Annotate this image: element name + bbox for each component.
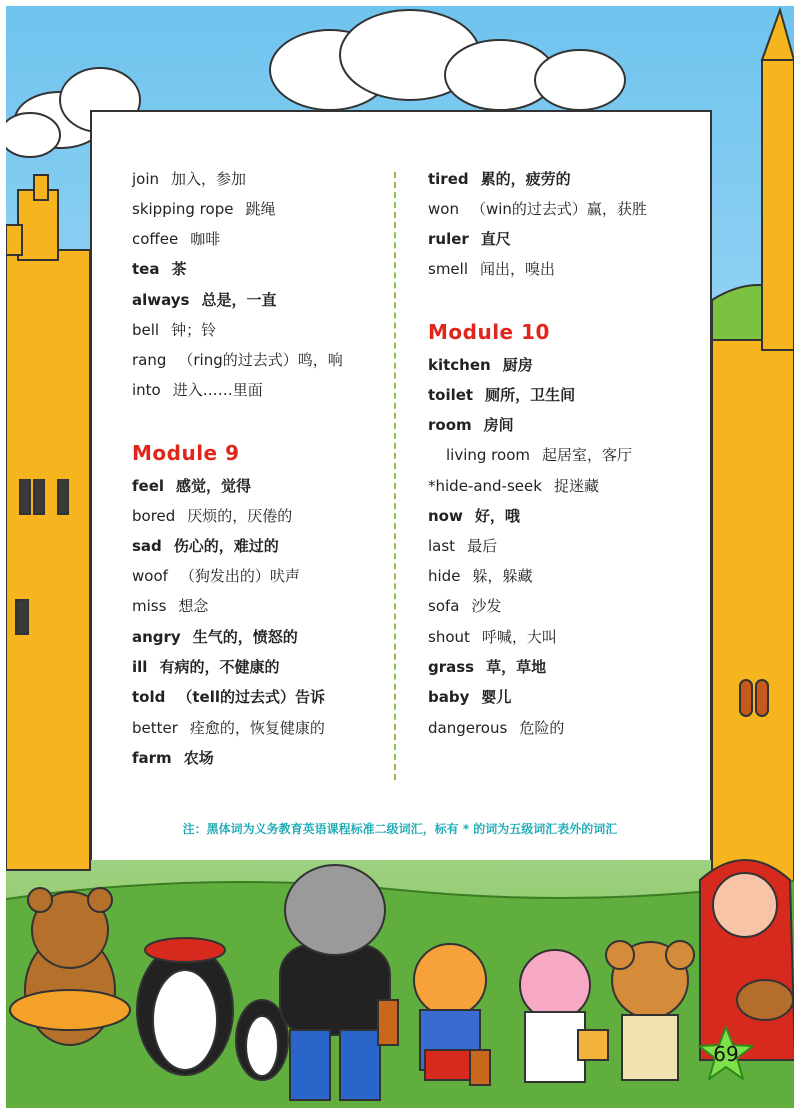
vocab-word: grass xyxy=(428,658,475,676)
vocab-meaning: 好，哦 xyxy=(474,507,520,525)
vocab-meaning: 伤心的，难过的 xyxy=(173,537,279,555)
vocab-meaning: 痊愈的，恢复健康的 xyxy=(189,719,325,737)
vocab-entry-now xyxy=(428,506,520,526)
vocab-word: dangerous xyxy=(428,719,508,737)
vocab-meaning: 最后 xyxy=(467,537,498,555)
vocab-entry-woof xyxy=(132,566,300,586)
vocab-word: living room xyxy=(446,446,530,464)
vocab-meaning: 捉迷藏 xyxy=(553,477,599,495)
vocab-entry-rang xyxy=(132,350,343,370)
module-9-heading: Module 9 xyxy=(132,441,240,465)
page-number-badge xyxy=(697,1025,755,1083)
vocab-entry-living-room xyxy=(446,445,632,465)
vocab-entry-farm xyxy=(132,748,214,768)
vocab-word: rang xyxy=(132,351,167,369)
vocab-meaning: 跳绳 xyxy=(245,200,276,218)
vocab-entry-sofa xyxy=(428,596,501,616)
vocab-entry-feel xyxy=(132,476,251,496)
vocab-entry-won xyxy=(428,199,647,219)
vocab-word: won xyxy=(428,200,459,218)
vocab-word: ruler xyxy=(428,230,469,248)
vocab-meaning: 厕所，卫生间 xyxy=(485,386,576,404)
vocab-entry-last xyxy=(428,536,497,556)
footnote: 注：黑体词为义务教育英语课程标准二级词汇，标有 * 的词为五级词汇表外的词汇 xyxy=(182,822,618,836)
vocab-word: sofa xyxy=(428,597,460,615)
page-number: 69 xyxy=(713,1042,739,1066)
vocab-entry-room xyxy=(428,415,514,435)
vocab-word: angry xyxy=(132,628,181,646)
vocab-meaning: 咖啡 xyxy=(190,230,221,248)
vocab-entry-always xyxy=(132,290,277,310)
vocab-meaning: 累的，疲劳的 xyxy=(480,170,571,188)
vocab-word: skipping rope xyxy=(132,200,234,218)
vocab-entry-tea xyxy=(132,259,186,279)
vocab-word: always xyxy=(132,291,190,309)
vocab-meaning: 草，草地 xyxy=(486,658,547,676)
vocab-meaning: 危险的 xyxy=(519,719,565,737)
vocab-word: better xyxy=(132,719,178,737)
vocab-entry-skipping-rope xyxy=(132,199,275,219)
vocab-meaning: 闻出，嗅出 xyxy=(480,260,556,278)
vocab-entry-dangerous xyxy=(428,718,564,738)
vocab-word: kitchen xyxy=(428,356,491,374)
vocab-word: last xyxy=(428,537,456,555)
vocab-entry-smell xyxy=(428,259,555,279)
vocab-meaning: 沙发 xyxy=(471,597,502,615)
vocab-word: into xyxy=(132,381,161,399)
vocab-word: miss xyxy=(132,597,167,615)
vocab-entry-tired xyxy=(428,169,571,189)
module-10-heading: Module 10 xyxy=(428,320,550,344)
vocab-meaning: 感觉，觉得 xyxy=(176,477,252,495)
vocab-meaning: 躲，躲藏 xyxy=(472,567,533,585)
vocab-word: sad xyxy=(132,537,162,555)
vocab-meaning: （tell的过去式）告诉 xyxy=(177,688,325,706)
vocab-entry-kitchen xyxy=(428,355,533,375)
vocab-meaning: 想念 xyxy=(178,597,209,615)
column-divider xyxy=(394,172,396,780)
vocab-meaning: （ring的过去式）鸣，响 xyxy=(178,351,343,369)
vocab-entry-told xyxy=(132,687,325,707)
vocab-meaning: 厌烦的，厌倦的 xyxy=(187,507,293,525)
vocab-entry-grass xyxy=(428,657,546,677)
vocab-word: hide xyxy=(428,567,461,585)
vocab-meaning: 农场 xyxy=(183,749,214,767)
vocab-word: feel xyxy=(132,477,165,495)
vocab-entry-hide xyxy=(428,566,532,586)
vocab-word: toilet xyxy=(428,386,474,404)
vocab-word: ill xyxy=(132,658,148,676)
vocab-word: tea xyxy=(132,260,160,278)
vocab-word: bored xyxy=(132,507,176,525)
vocab-entry-sad xyxy=(132,536,279,556)
vocab-word: bell xyxy=(132,321,160,339)
vocab-entry-angry xyxy=(132,627,298,647)
vocab-entry-coffee xyxy=(132,229,220,249)
vocab-meaning: 呼喊，大叫 xyxy=(481,628,557,646)
vocab-meaning: 进入……里面 xyxy=(172,381,263,399)
vocab-word: tired xyxy=(428,170,469,188)
vocab-word: room xyxy=(428,416,472,434)
vocab-entry-bored xyxy=(132,506,292,526)
vocab-meaning: （win的过去式）赢，获胜 xyxy=(470,200,647,218)
vocab-word: join xyxy=(132,170,160,188)
vocab-meaning: 婴儿 xyxy=(481,688,512,706)
vocab-entry-shout xyxy=(428,627,557,647)
vocab-meaning: 生气的，愤怒的 xyxy=(192,628,298,646)
vocab-word: told xyxy=(132,688,166,706)
vocab-word: shout xyxy=(428,628,470,646)
vocab-word: smell xyxy=(428,260,468,278)
vocab-meaning: 厨房 xyxy=(502,356,533,374)
vocab-meaning: 总是，一直 xyxy=(201,291,277,309)
vocab-meaning: 直尺 xyxy=(480,230,511,248)
vocab-entry-bell xyxy=(132,320,216,340)
vocab-meaning: 茶 xyxy=(171,260,187,278)
vocab-meaning: 起居室，客厅 xyxy=(541,446,632,464)
vocab-word: *hide-and-seek xyxy=(428,477,542,495)
vocab-word: now xyxy=(428,507,463,525)
vocab-entry-toilet xyxy=(428,385,575,405)
vocab-word: baby xyxy=(428,688,470,706)
vocab-meaning: 有病的，不健康的 xyxy=(159,658,280,676)
vocab-entry-better xyxy=(132,718,325,738)
vocab-meaning: 房间 xyxy=(483,416,514,434)
vocab-entry-into xyxy=(132,380,263,400)
vocab-word: farm xyxy=(132,749,172,767)
vocab-meaning: 钟；铃 xyxy=(171,321,217,339)
vocab-entry-hide-and-seek xyxy=(428,476,599,496)
vocab-entry-baby xyxy=(428,687,511,707)
vocab-entry-miss xyxy=(132,596,208,616)
vocab-meaning: 加入，参加 xyxy=(171,170,247,188)
vocab-word: coffee xyxy=(132,230,179,248)
vocab-meaning: （狗发出的）吠声 xyxy=(179,567,300,585)
vocab-entry-ill xyxy=(132,657,279,677)
vocab-word: woof xyxy=(132,567,168,585)
vocab-entry-ruler xyxy=(428,229,511,249)
vocab-entry-join xyxy=(132,169,246,189)
